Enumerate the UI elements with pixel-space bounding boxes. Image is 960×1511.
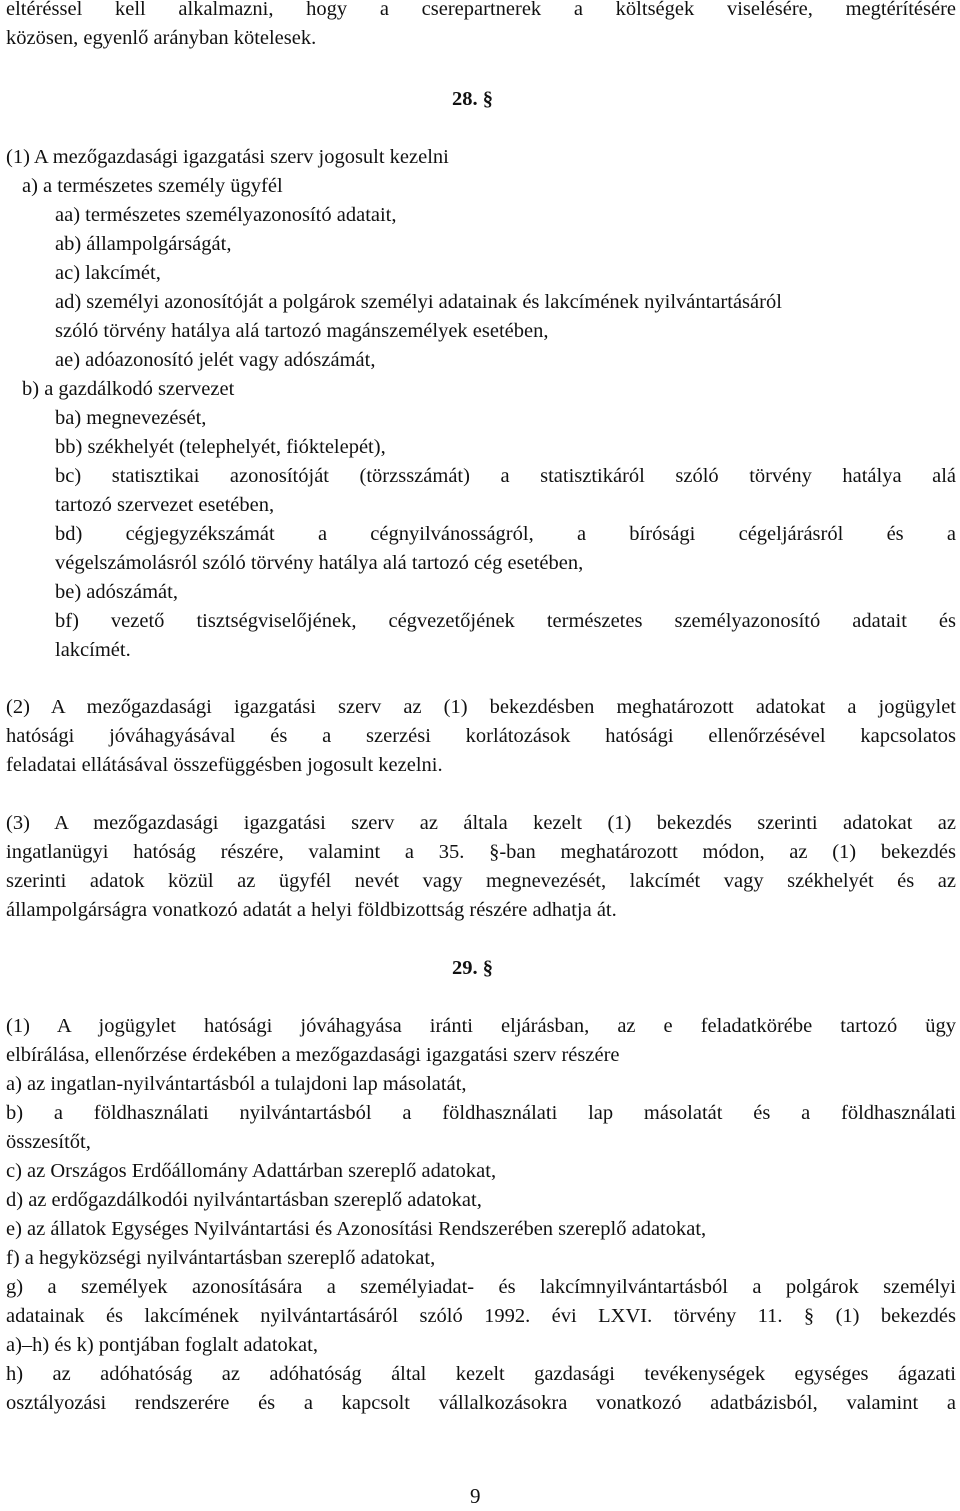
text-line: elbírálása, ellenőrzése érdekében a mezőgazdasági igazgatási szerv részére (6, 1044, 620, 1066)
text-line: ab) állampolgárságát, (55, 233, 232, 255)
text-line: bb) székhelyét (telephelyét, fióktelepét), (55, 436, 386, 458)
text-line: a) a természetes személy ügyfél (22, 175, 283, 197)
text-line: (1) A jogügylet hatósági jóváhagyása iránti eljárásban, az e feladatkörébe tartozó ügy (6, 1015, 956, 1037)
text-line: a) az ingatlan-nyilvántartásból a tulajdoni lap másolatát, (6, 1073, 467, 1095)
text-line: szerinti adatok közül az ügyfél nevét vagy megnevezését, lakcímét vagy székhelyét és az (6, 870, 956, 892)
text-line: ba) megnevezését, (55, 407, 207, 429)
text-line: h) az adóhatóság az adóhatóság által kezelt gazdasági tevékenységek egységes ágazati (6, 1363, 956, 1385)
text-line: g) a személyek azonosítására a személyiadat- és lakcímnyilvántartásból a polgárok személyi (6, 1276, 956, 1298)
text-line: aa) természetes személyazonosító adatait, (55, 204, 397, 226)
text-line: be) adószámát, (55, 581, 178, 603)
text-line: bf) vezető tisztségviselőjének, cégvezetőjének természetes személyazonosító adatait és (55, 610, 956, 632)
text-line: állampolgárságra vonatkozó adatát a helyi földbizottság részére adhatja át. (6, 899, 617, 921)
text-line: (1) A mezőgazdasági igazgatási szerv jogosult kezelni (6, 146, 449, 168)
text-line: (2) A mezőgazdasági igazgatási szerv az (1) bekezdésben meghatározott adatokat a jogügylet (6, 696, 956, 718)
text-line: összesítőt, (6, 1131, 91, 1153)
text-line: bc) statisztikai azonosítóját (törzsszámát) a statisztikáról szóló törvény hatálya alá (55, 465, 956, 487)
text-line: eltéréssel kell alkalmazni, hogy a cserepartnerek a költségek viselésére, megtérítésére (6, 0, 956, 20)
text-line: adatainak és lakcímének nyilvántartásáról szóló 1992. évi LXVI. törvény 11. § (1) bekezdés (6, 1305, 956, 1327)
text-line: hatósági jóváhagyásával és a szerzési korlátozások hatósági ellenőrzésével kapcsolatos (6, 725, 956, 747)
text-line: közösen, egyenlő arányban kötelesek. (6, 27, 317, 49)
text-line: f) a hegyközségi nyilvántartásban szereplő adatokat, (6, 1247, 436, 1269)
text-line: d) az erdőgazdálkodói nyilvántartásban szereplő adatokat, (6, 1189, 482, 1211)
text-line: (3) A mezőgazdasági igazgatási szerv az általa kezelt (1) bekezdés szerinti adatokat az (6, 812, 956, 834)
text-line: osztályozási rendszerére és a kapcsolt vállalkozásokra vonatkozó adatbázisból, valamint a (6, 1392, 956, 1414)
text-line: szóló törvény hatálya alá tartozó magánszemélyek esetében, (55, 320, 549, 342)
text-line: b) a gazdálkodó szervezet (22, 378, 235, 400)
text-line: b) a földhasználati nyilvántartásból a földhasználati lap másolatát és a földhasználati (6, 1102, 956, 1124)
text-line: ac) lakcímét, (55, 262, 161, 284)
text-line: bd) cégjegyzékszámát a cégnyilvánosságról, a bírósági cégeljárásról és a (55, 523, 956, 545)
section-heading-28: 28. § (452, 88, 493, 110)
text-line: a)–h) és k) pontjában foglalt adatokat, (6, 1334, 318, 1356)
text-line: lakcímét. (55, 639, 131, 661)
text-line: ingatlanügyi hatóság részére, valamint a 35. §-ban meghatározott módon, az (1) bekezdés (6, 841, 956, 863)
text-line: ae) adóazonosító jelét vagy adószámát, (55, 349, 376, 371)
text-line: tartozó szervezet esetében, (55, 494, 275, 516)
text-line: e) az állatok Egységes Nyilvántartási és Azonosítási Rendszerében szereplő adatokat, (6, 1218, 707, 1240)
section-heading-29: 29. § (452, 957, 493, 979)
text-line: c) az Országos Erdőállomány Adattárban szereplő adatokat, (6, 1160, 497, 1182)
text-line: feladatai ellátásával összefüggésben jogosult kezelni. (6, 754, 443, 776)
page-number: 9 (470, 1484, 481, 1508)
text-line: ad) személyi azonosítóját a polgárok személyi adatainak és lakcímének nyilvántartásáról (55, 291, 782, 313)
text-line: végelszámolásról szóló törvény hatálya alá tartozó cég esetében, (55, 552, 584, 574)
